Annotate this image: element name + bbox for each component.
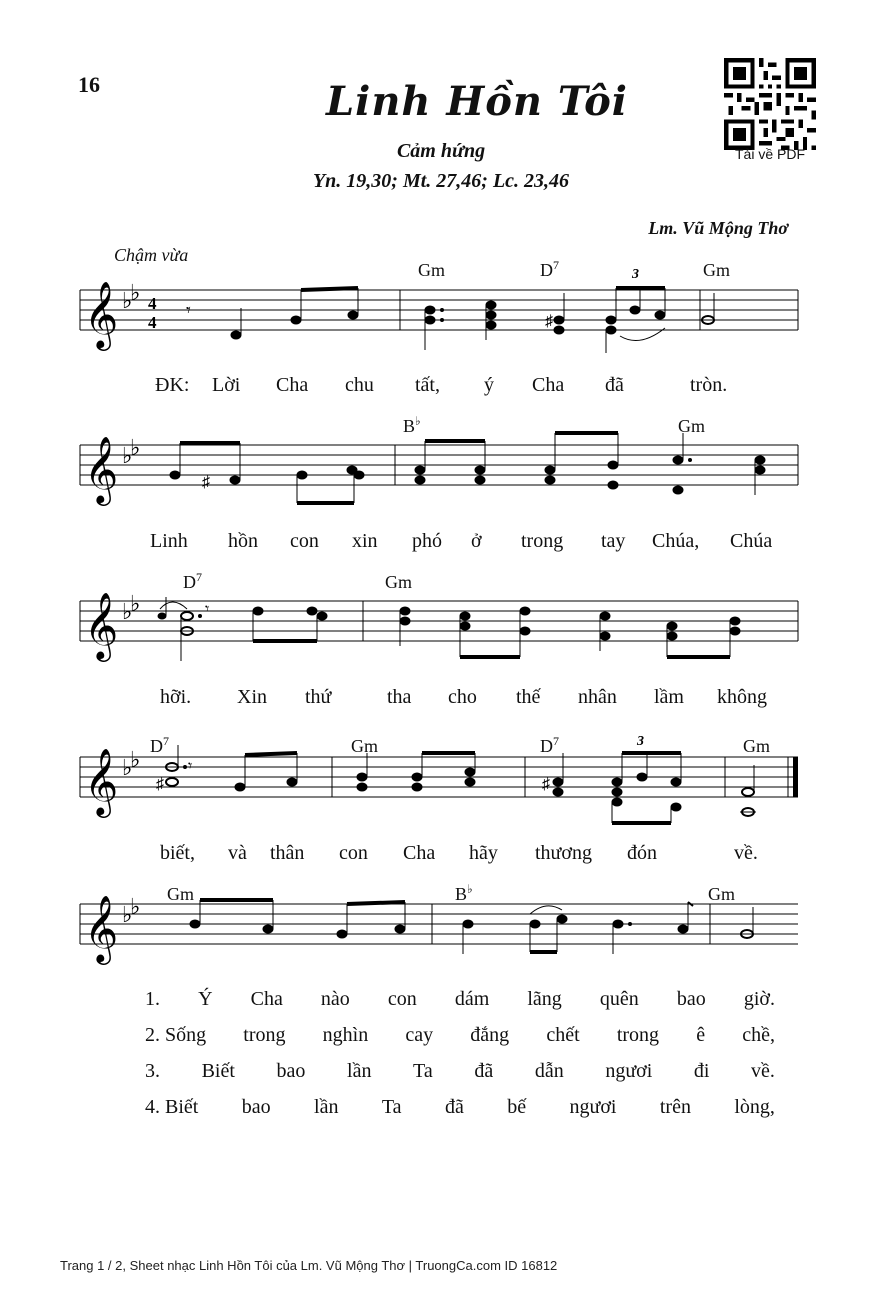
lyric-syllable: thế <box>516 686 541 708</box>
svg-text:♯: ♯ <box>202 474 210 491</box>
inspiration-label: Cảm hứng <box>396 140 486 162</box>
lyric-syllable: thân <box>270 842 305 864</box>
svg-text:𝄞: 𝄞 <box>84 591 119 659</box>
lyric-syllable: hỡi. <box>160 686 192 708</box>
lyric-syllable: về. <box>734 842 758 864</box>
verse-word: lãng <box>527 988 562 1010</box>
verse-word: dẫn <box>534 1060 564 1082</box>
svg-text:𝄞: 𝄞 <box>84 280 119 348</box>
lyric-syllable: không <box>717 686 767 708</box>
lyric-syllable: Cha <box>403 842 436 864</box>
verse-line <box>145 1096 775 1119</box>
verse-word: ngươi <box>569 1096 617 1118</box>
chord-symbol: B♭ <box>403 414 421 436</box>
verse-word: 4. Biết <box>145 1096 199 1118</box>
verse-word: trong <box>616 1024 660 1046</box>
svg-text:♭: ♭ <box>130 280 141 305</box>
svg-text:♭: ♭ <box>130 747 141 772</box>
verse-word: bế <box>507 1096 527 1118</box>
verse-word: giờ. <box>743 988 775 1010</box>
lyric-syllable: Lời <box>212 374 241 396</box>
svg-text:♯: ♯ <box>545 313 553 330</box>
chord-symbol: $D^7$ <box>540 258 559 280</box>
chord-symbol: Gm <box>385 572 412 592</box>
verse-word: lòng, <box>734 1096 775 1118</box>
svg-text:♭: ♭ <box>130 894 141 919</box>
chord-symbol: Gm <box>708 884 735 904</box>
verse-word: Ta <box>413 1060 433 1082</box>
verse-word: đi <box>693 1060 710 1082</box>
chord-symbol: Gm <box>167 884 194 904</box>
lyric-syllable: ở <box>471 530 482 552</box>
svg-text:𝄾: 𝄾 <box>188 758 193 775</box>
verse-word: về. <box>751 1060 775 1082</box>
svg-text:𝄞: 𝄞 <box>84 435 119 503</box>
svg-text:♭: ♭ <box>122 599 133 624</box>
lyric-syllable: hồn <box>228 530 258 552</box>
chord-symbol: B♭ <box>455 882 473 904</box>
lyric-syllable: hãy <box>469 842 498 864</box>
author-name: Lm. Vũ Mộng Thơ <box>648 218 788 238</box>
svg-text:♯: ♯ <box>156 776 164 793</box>
lyric-syllable: chu <box>345 374 374 396</box>
svg-text:♭: ♭ <box>122 755 133 780</box>
verse-word: nào <box>320 988 350 1010</box>
verse-word: trong <box>243 1024 286 1046</box>
lyric-syllable: và <box>228 842 247 864</box>
verse-word: chề, <box>742 1024 775 1046</box>
lyric-syllable: thương <box>535 842 592 864</box>
svg-text:𝄞: 𝄞 <box>84 894 119 962</box>
chord-symbol: $D^7$ <box>540 734 559 756</box>
verse-line <box>145 1060 775 1083</box>
lyric-syllable: đã <box>605 374 624 396</box>
verse-word: đã <box>474 1060 494 1082</box>
verse-word: quên <box>599 988 639 1010</box>
lyric-syllable: con <box>290 530 319 552</box>
svg-text:♭: ♭ <box>122 443 133 468</box>
verse-word: con <box>387 988 417 1010</box>
verse-word: đã <box>444 1096 464 1118</box>
verse-word: Ý <box>198 988 213 1010</box>
verse-word: lần <box>347 1060 372 1082</box>
lyric-syllable: lầm <box>654 686 684 708</box>
verse-word: lần <box>314 1096 339 1118</box>
verse-word: Biết <box>201 1060 235 1082</box>
svg-text:♯: ♯ <box>542 776 550 793</box>
verse-word: chết <box>546 1024 580 1046</box>
svg-text:4: 4 <box>148 313 157 332</box>
lyric-syllable: Chúa, <box>652 530 700 552</box>
music-staff <box>80 589 800 669</box>
verse-word: 2. Sống <box>145 1024 207 1046</box>
lyric-syllable: biết, <box>160 842 195 864</box>
verse-word: Ta <box>381 1096 402 1118</box>
svg-text:3: 3 <box>637 734 644 749</box>
chord-symbol: Gm <box>351 736 378 756</box>
lyric-syllable: tất, <box>415 374 440 396</box>
lyric-syllable: Cha <box>532 374 565 396</box>
lyric-syllable: Chúa <box>730 530 773 552</box>
verse-word: 1. <box>145 988 160 1010</box>
lyric-syllable: phó <box>412 530 442 552</box>
chord-symbol: $D^7$ <box>183 570 202 592</box>
chord-symbol: Gm <box>418 260 445 280</box>
verse-line <box>145 1024 775 1047</box>
page-number: 16 <box>78 72 100 97</box>
svg-text:♭: ♭ <box>130 435 141 460</box>
verse-word: cay <box>405 1024 434 1046</box>
verse-word: đắng <box>470 1024 510 1046</box>
lyric-syllable: ý <box>484 374 494 396</box>
svg-text:𝄞: 𝄞 <box>84 747 119 815</box>
lyric-syllable: nhân <box>578 686 617 708</box>
lyric-syllable: tay <box>601 530 626 552</box>
verse-word: nghìn <box>322 1024 369 1046</box>
download-pdf-label[interactable]: Tải về PDF <box>734 146 805 162</box>
verse-line <box>145 988 775 1011</box>
chord-symbol: Gm <box>678 416 705 436</box>
tempo-marking: Chậm vừa <box>114 245 189 265</box>
verse-word: bao <box>241 1096 271 1118</box>
verse-word: ngươi <box>605 1060 653 1082</box>
chord-symbol: Gm <box>703 260 730 280</box>
lyric-syllable: xin <box>352 530 378 552</box>
lyric-syllable: thứ <box>305 686 332 708</box>
lyric-syllable: Linh <box>150 530 188 552</box>
page-footer: Trang 1 / 2, Sheet nhạc Linh Hồn Tôi của Lm. Vũ Mộng Thơ | TruongCa.com ID 16812 <box>60 1258 558 1273</box>
verse-word: Cha <box>250 988 283 1010</box>
chord-symbol: Gm <box>743 736 770 756</box>
svg-text:3: 3 <box>632 267 639 282</box>
music-staff <box>80 892 800 972</box>
scripture-references: Yn. 19,30; Mt. 27,46; Lc. 23,46 <box>312 170 570 192</box>
svg-text:𝄾: 𝄾 <box>205 601 210 618</box>
verse-word: ê <box>696 1024 706 1046</box>
chord-symbol: $D^7$ <box>150 734 169 756</box>
lyric-syllable: đón <box>627 842 657 864</box>
lyric-syllable: cho <box>448 686 477 708</box>
lyric-syllable: tha <box>387 686 412 708</box>
verse-word: 3. <box>145 1060 160 1082</box>
svg-text:4: 4 <box>148 294 157 313</box>
verse-word: trên <box>659 1096 691 1118</box>
lyric-syllable: Xin <box>237 686 267 708</box>
svg-text:♭: ♭ <box>130 591 141 616</box>
music-staff <box>80 734 800 825</box>
song-title: Linh Hồn Tôi <box>326 78 628 125</box>
lyric-syllable: tròn. <box>690 374 728 396</box>
qr-code[interactable] <box>724 58 816 150</box>
lyric-syllable: con <box>339 842 368 864</box>
verse-word: dám <box>454 988 490 1010</box>
lyric-syllable: Cha <box>276 374 309 396</box>
lyric-syllable: trong <box>521 530 564 552</box>
verse-word: bao <box>676 988 706 1010</box>
music-staff <box>80 433 800 513</box>
svg-text:♭: ♭ <box>122 902 133 927</box>
svg-text:𝄾: 𝄾 <box>186 300 191 320</box>
svg-text:♭: ♭ <box>122 288 133 313</box>
verse-word: bao <box>276 1060 306 1082</box>
lyric-syllable: ĐK: <box>155 374 190 396</box>
